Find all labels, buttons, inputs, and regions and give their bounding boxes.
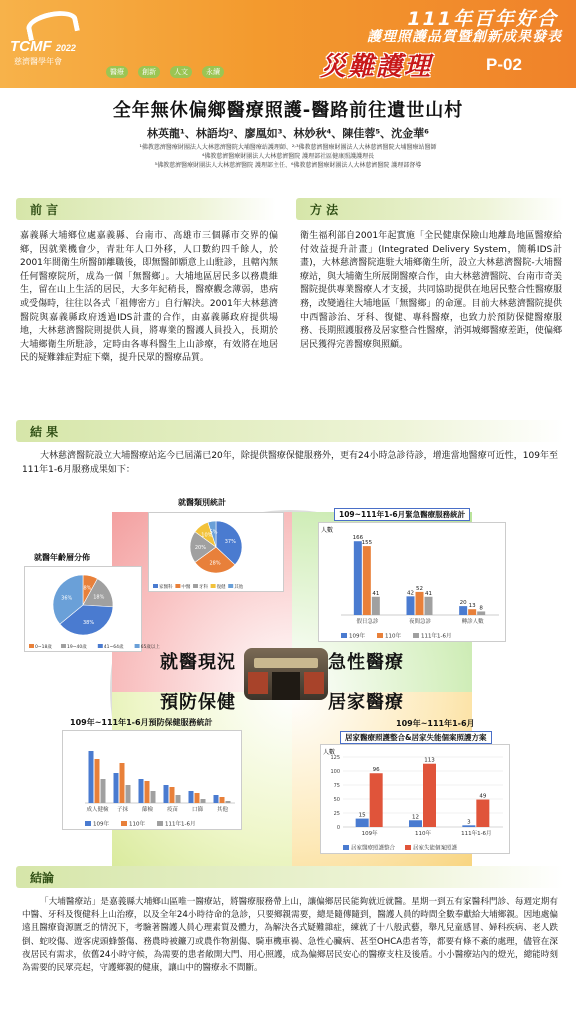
legend-label: 110年 [129,821,145,828]
bar [214,795,219,803]
legend-swatch [211,584,216,588]
legend-label: 111年1-6月 [165,821,196,828]
x-tick-label: 疫苗 [166,807,179,813]
bar [170,787,175,803]
legend-swatch [228,584,233,588]
quadrant-label-prevention: 預防保健 [160,692,236,713]
logo-text: TCMF [10,38,52,55]
emergency-bars [319,523,505,641]
header-category: 災難護理 [320,52,433,82]
clinic-photo [244,648,328,700]
home-bars [321,745,509,853]
y-tick-label: 125 [330,755,340,761]
legend-label: 41~64歲 [103,645,124,650]
bar [462,825,475,827]
legend-label: 其他 [234,585,244,590]
legend-label: 居家失能個案照護 [413,845,458,852]
legend-label: 居家醫療照護整合 [351,845,396,852]
legend-swatch [343,845,349,850]
legend-swatch [98,644,103,648]
results-heading: 結 果 [16,420,564,442]
legend-label: 65歲以上 [140,645,160,650]
results-text: 大林慈濟醫院設立大埔醫療站迄今已屆滿已20年，除提供醫療保健服務外，更有24小時急診待診，增進當地醫療可近性，109年至111年1-6月服務成果如下： [22,451,558,475]
bar [459,606,467,615]
x-tick-label: 篩檢 [141,807,154,813]
y-axis-label: 人數 [323,749,336,756]
slice-label: 18% [93,594,105,601]
x-tick-label: 其他 [216,807,229,813]
clinic-sign [254,658,318,668]
visit-type-pie [149,513,283,591]
age-chart [24,566,160,652]
x-tick-label: 口篩 [191,807,204,813]
legend-swatch [413,633,419,638]
bar [226,801,231,803]
affiliation-line: ⁴佛教慈濟醫療財團法人大林慈濟醫院 護理部社區健康照護護理長 [201,153,375,160]
bar [468,609,476,615]
age-pie [25,567,160,651]
legend-swatch [153,584,158,588]
x-tick-label: 109年 [361,831,378,837]
conclusion-text: 「大埔醫療站」是嘉義縣大埔鄉山區唯一醫療站，將醫療服務帶上山，讓偏鄉居民能夠就近就醫。星期一到五有家醫科門診、每週定期有中醫、牙科及復健科上山治療，以及全年24小時待命的急診，只要鄉親需要，總是隨傳隨到，醫護人員的時間全數奉獻給大埔鄉親。因地處偏遠且醫療資源匱乏的情況下，考驗著醫護人員心理素質及體力，為解決各式疑難雜症，練就了十八般武藝，舉凡兒童感冒、婦科疾病、老人跌倒、蛇咬傷、遊客虎頭蜂螫傷、務農時被鐮刀或農作物割傷、騎車機車禍、急性心臟病、甚至OHCA患者等，都要有條不紊的處理，儘管在深夜居民有需求，依舊24小時守候，為需要的患者敞開大門、用心照護，成為偏鄉居民安心的醫療支柱及後盾。小小醫療站內的燈光，總能時刻為需要的民眾亮起，守護鄉親的健康，讓山中的醫療永不間斷。 [22,897,558,974]
affiliations [0,143,576,170]
x-tick-label: 110年 [415,831,431,837]
legend-swatch [157,821,163,826]
data-label: 20 [459,600,467,607]
y-tick-label: 25 [333,811,340,817]
bar [370,773,383,827]
bar [220,797,225,803]
method-text: 衛生福利部自2001年起實施「全民健康保險山地離島地區醫療給付效益提升計畫」(Integrated Delivery System，簡稱IDS計畫)，大林慈濟醫院進駐大埔鄉衛生所，設立大林慈濟醫院-大埔醫療站，與大埔衛生所展開醫療合作，由大林慈濟醫院、台南市奇美醫院提供專業醫療人才支援，共同協助提供在地居民整合性醫療服務，改變過往大埔地區「無醫鄉」的命運。目前大林慈濟醫院提供中西醫診治、牙科、復健、專科醫療，也致力於預防保健醫療服務、長期照護服務及居家整合性醫療，消弭城鄉醫療差距，使偏鄉居民獲得完善醫療與照顧。 [300,231,562,350]
slice-label: 28% [209,560,221,567]
legend-swatch [61,644,66,648]
poster-title: 全年無休偏鄉醫療照護-醫路前往遺世山村 [112,100,464,121]
bar [409,820,422,827]
bar [151,791,156,803]
legend-label: 復健 [216,585,226,590]
legend-swatch [175,584,180,588]
y-tick-label: 75 [333,783,340,789]
tag-item: 永續 [202,66,224,78]
poster-code: P-02 [486,55,522,74]
legend-swatch [29,644,34,648]
y-tick-label: 100 [330,769,340,775]
data-label: 42 [407,590,414,597]
bar [407,596,415,615]
legend-swatch [341,633,347,638]
bar [354,541,362,615]
data-label: 52 [416,585,423,592]
data-label: 49 [479,793,487,800]
legend-label: 110年 [385,633,401,640]
data-label: 155 [361,540,373,547]
data-label: 13 [468,603,476,610]
caption-home-sub: 居家醫療照護整合&居家失能個案照護方案 [340,731,492,744]
legend-label: 19~40歲 [67,645,87,650]
data-label: 113 [424,757,435,764]
home-chart [320,744,510,854]
caption-visit-type: 就醫類別統計 [178,498,226,507]
prevention-bars [63,731,241,829]
data-label: 166 [352,535,364,542]
intro-heading: 前 言 [16,198,276,220]
caption-home-title: 109年~111年1-6月 [396,719,475,728]
bar [114,773,119,803]
visit-type-chart [148,512,284,592]
prevention-chart [62,730,242,830]
y-tick-label: 0 [336,825,340,831]
legend-swatch [85,821,91,826]
bar [139,779,144,803]
logo-swoosh-icon [24,7,80,41]
slice-label: 5% [209,529,218,536]
caption-emergency: 109~111年1-6月緊急醫療服務統計 [334,508,470,521]
clinic-door [272,672,300,700]
data-label: 41 [425,590,432,597]
data-label: 41 [372,590,380,597]
header-line2: 護理照護品質暨創新成果發表 [367,29,562,45]
x-tick-label: 假日急診 [356,619,379,625]
affiliation-line: ¹佛教慈濟醫療財團法人大林慈濟醫院大埔醫療站護理師、²˒³佛教慈濟醫療財團法人大林慈濟醫院大埔醫療站醫師 [139,144,437,151]
legend-swatch [193,584,198,588]
bar [164,785,169,803]
quadrant-label-emergency: 急性醫療 [328,652,404,673]
quadrant-label-home: 居家醫療 [328,692,404,713]
legend-swatch [135,644,140,648]
author-list: 林英龍¹、林語均²、廖凰如³、林妙秋⁴、陳佳蓉⁵、沈金華⁶ [147,127,429,140]
x-tick-label: 子抹 [116,807,129,813]
data-label: 12 [412,814,419,821]
slice-label: 8% [83,585,92,592]
legend-label: 109年 [93,821,109,828]
bar [176,795,181,803]
bar [416,592,424,615]
bar [372,597,380,615]
intro-text: 嘉義縣大埔鄉位處嘉義縣、台南市、高雄市三個縣市交界的偏鄉，因就業機會少，青壯年人口外移，人口數約四千餘人，於2001年間衛生所醫師離職後，即無醫師願意上山駐診，且轄內無任何醫療院所，成為一個「無醫鄉」。大埔地區居民多以務農維生，留在山上生活的居民，大多年紀稍長，醫療觀念薄弱，患病或受傷時，往往以各式「祖傳密方」自行解決。2001年大林慈濟醫院與嘉義縣政府透過IDS計畫的合作，由嘉義縣政府提供場地，大林慈濟醫院則提供人員，將專業的醫護人員投入，長期於大埔鄉衛生所駐診，定時由各專科醫生上山診療，有效將在地居民的疑難雜症對症下藥，提升民眾的醫療品質。 [20,231,278,364]
bar [425,597,433,615]
bar [120,763,125,803]
slice-label: 10% [201,532,213,539]
bar [95,759,100,803]
data-label: 3 [467,819,471,826]
header-line1: 111年百年好合 [407,8,558,30]
bar [126,785,131,803]
bar [195,793,200,803]
legend-swatch [377,633,383,638]
legend-label: 0~18歲 [35,645,52,650]
tag-item: 創新 [138,66,160,78]
logo-year: 2022 [55,43,76,53]
bar [356,819,369,827]
caption-prevention: 109年~111年1-6月預防保健服務統計 [70,718,213,727]
slice-label: 37% [224,538,236,545]
legend-swatch [405,845,411,850]
bar [89,751,94,803]
data-label: 96 [372,767,380,774]
slice-label: 20% [194,545,206,551]
bar [101,779,106,803]
bar [476,800,489,827]
bar [201,799,206,803]
bar [363,546,371,615]
legend-label: 111年1-6月 [421,633,452,640]
bar [423,764,436,827]
data-label: 15 [358,812,366,819]
legend-swatch [121,821,127,826]
tcmf-logo [8,12,96,66]
x-tick-label: 轉診人數 [461,619,484,625]
slice-label: 38% [82,620,95,627]
slice-label: 36% [61,595,73,602]
tag-item: 人文 [170,66,192,78]
bar [145,781,150,803]
legend-label: 家醫科 [159,585,173,590]
caption-age: 就醫年齡層分佈 [34,553,90,562]
poster-header [0,0,576,88]
quadrant-label-visits: 就醫現況 [160,652,236,673]
conclusion-heading: 結論 [16,866,564,888]
emergency-chart [318,522,506,642]
y-tick-label: 50 [333,797,340,803]
y-axis-label: 人數 [321,527,334,534]
affiliation-line: ⁵佛教慈濟醫療財團法人大林慈濟醫院 護理部主任、⁶佛教慈濟醫療財團法人大林慈濟醫院 護理部督導 [154,162,422,169]
legend-label: 中醫 [181,585,191,590]
tag-row [106,66,224,78]
x-tick-label: 111年1-6月 [461,831,492,837]
method-heading: 方 法 [296,198,564,220]
bar [189,791,194,803]
data-label: 8 [479,605,483,612]
legend-label: 109年 [349,633,365,640]
x-tick-label: 成人健檢 [86,807,109,813]
logo-subtitle: 慈濟醫學年會 [14,57,62,66]
bar [477,611,485,615]
tag-item: 醫療 [106,66,128,78]
x-tick-label: 夜間急診 [408,619,432,625]
legend-label: 牙科 [199,585,208,590]
